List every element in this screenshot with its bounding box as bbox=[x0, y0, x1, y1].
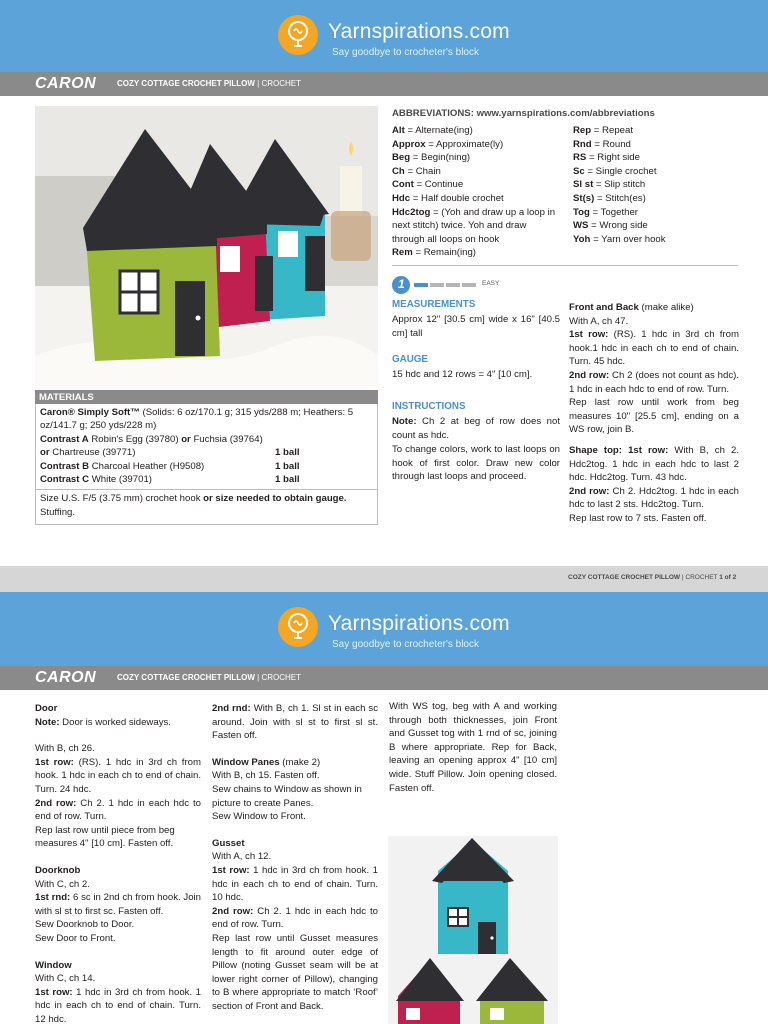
row-text: Ch 2. Hdc2tog. 1 hdc in each hdc to last 2 sts. Hdc2tog. Turn. bbox=[569, 485, 739, 511]
contrast-b-qty: 1 ball bbox=[275, 460, 300, 472]
doorknob-rnd-1 bbox=[35, 891, 201, 918]
abbr-def: = (Yoh and draw up a loop in next stitch) twice. Yoh and draw through all loops on hook bbox=[392, 206, 556, 245]
title-bar bbox=[0, 72, 768, 96]
abbr-term: Alt bbox=[392, 125, 405, 136]
title-bar bbox=[0, 666, 768, 690]
abbr-term: Sl st bbox=[573, 179, 594, 191]
gusset-heading: Gusset bbox=[212, 837, 245, 849]
abbr-item bbox=[392, 246, 560, 260]
abbr-item bbox=[392, 138, 560, 152]
pillow-photo bbox=[35, 106, 378, 388]
front-back-repeat: Rep last row until work from beg measures 10" [25.5 cm], ending on a WS row, join B. bbox=[569, 397, 739, 436]
footer-category: CROCHET bbox=[685, 574, 718, 581]
gusset-row-2 bbox=[212, 905, 378, 932]
contrast-b-label: Contrast B bbox=[40, 460, 90, 472]
yarn-line bbox=[40, 406, 373, 433]
lightbulb-logo-icon[interactable] bbox=[278, 607, 318, 647]
contrast-c-label: Contrast C bbox=[40, 474, 90, 486]
abbr-term: Ch bbox=[392, 165, 405, 177]
row-label: 2nd row: bbox=[569, 369, 610, 381]
row-label: 1st row: bbox=[569, 329, 609, 341]
row-text: 1 hdc in 3rd ch from hook. 1 hdc in each ch to end of chain. Turn. 10 hdc. bbox=[212, 864, 378, 904]
contrast-a-color: Robin's Egg (39780) bbox=[88, 433, 182, 445]
spacer bbox=[212, 824, 378, 837]
abbr-term: Hdc bbox=[392, 192, 411, 204]
abbr-item bbox=[392, 178, 560, 192]
hook-line bbox=[40, 492, 373, 505]
skill-level-indicator bbox=[392, 276, 512, 296]
lightbulb-logo-icon[interactable] bbox=[278, 15, 318, 55]
abbr-item bbox=[392, 192, 560, 206]
panes-note: (make 2) bbox=[279, 756, 321, 768]
pattern-category: CROCHET bbox=[261, 79, 302, 88]
section-divider bbox=[392, 265, 738, 266]
skill-level-icon bbox=[392, 276, 410, 294]
row-label: 2nd row: bbox=[212, 905, 254, 917]
panes-sew: Sew chains to Window as shown in picture to create Panes. bbox=[212, 783, 362, 809]
materials-divider bbox=[36, 489, 377, 490]
contrast-a-alt2: Chartreuse (39771) bbox=[49, 447, 136, 459]
hook-gauge-note: or size needed to obtain gauge. bbox=[203, 493, 347, 505]
note-text: Ch 2 at beg of row does not count as hdc. bbox=[392, 416, 560, 441]
site-banner bbox=[0, 592, 768, 666]
instructions-note bbox=[392, 415, 560, 442]
row-text: Ch 2 (does not count as hdc). 1 hdc in each hdc to end of row. Turn. bbox=[569, 369, 739, 395]
panes-title: Window Panes bbox=[212, 756, 280, 768]
abbr-def: = Chain bbox=[404, 165, 441, 177]
contrast-a-line bbox=[40, 433, 373, 446]
site-tagline: Say goodbye to crocheter's block bbox=[332, 639, 479, 650]
abbreviations-column-1 bbox=[392, 124, 560, 260]
abbr-def: = Slip stitch bbox=[593, 179, 646, 191]
abbr-item bbox=[392, 124, 560, 138]
pattern-category: CROCHET bbox=[261, 673, 302, 682]
abbr-item bbox=[573, 151, 748, 165]
measurements-text: Approx 12" [30.5 cm] wide x 16" [40.5 cm] tall bbox=[392, 314, 560, 339]
pattern-title-text: COZY COTTAGE CROCHET PILLOW bbox=[117, 79, 255, 88]
contrast-b-line bbox=[40, 460, 373, 473]
abbr-def: = Continue bbox=[413, 179, 464, 191]
pattern-title: COZY COTTAGE CROCHET PILLOW | CROCHET bbox=[117, 79, 302, 88]
abbr-item bbox=[392, 151, 560, 165]
doorknob-sew: Sew Doorknob to Door. bbox=[35, 919, 135, 931]
front-back-section bbox=[569, 301, 739, 526]
row-label: 1st row: bbox=[35, 986, 73, 998]
abbr-def: = Stitch(es) bbox=[594, 192, 646, 204]
front-back-row-1 bbox=[569, 328, 739, 369]
window-row-1 bbox=[35, 986, 201, 1024]
front-back-start: With A, ch 47. bbox=[569, 315, 629, 327]
abbr-term: Yoh bbox=[573, 233, 591, 245]
brand-logo: CARON bbox=[35, 75, 97, 92]
materials-heading: MATERIALS bbox=[35, 390, 378, 404]
row-text: With B, ch 2. Hdc2tog. 1 hdc in each hdc to last 2 hdc. Hdc2tog. Turn. 43 hdc. bbox=[569, 444, 739, 484]
stuffing-line: Stuffing. bbox=[40, 506, 76, 518]
doorknob-heading: Doorknob bbox=[35, 864, 81, 876]
door-note bbox=[35, 716, 201, 730]
abbr-term: RS bbox=[573, 152, 587, 164]
abbr-item bbox=[392, 165, 560, 179]
row-text: 1 hdc in 3rd ch from hook. 1 hdc in each ch to end of chain. Turn. 12 hdc. bbox=[35, 986, 201, 1024]
row-text: 6 sc in 2nd ch from hook. Join with sl st to first sc. Fasten off. bbox=[35, 892, 201, 917]
contrast-c-qty: 1 ball bbox=[275, 474, 300, 486]
abbr-item bbox=[392, 206, 560, 247]
abbr-def: = Single crochet bbox=[584, 165, 657, 177]
abbr-def: = Together bbox=[589, 206, 638, 218]
gusset-row-1 bbox=[212, 864, 378, 905]
brand-logo: CARON bbox=[35, 669, 97, 686]
spacer bbox=[35, 729, 201, 742]
contrast-b-color: Charcoal Heather (H9508) bbox=[89, 460, 205, 472]
site-name[interactable]: Yarnspirations.com bbox=[328, 20, 510, 43]
pattern-title-text: COZY COTTAGE CROCHET PILLOW bbox=[117, 673, 255, 682]
skill-level-label: EASY bbox=[482, 280, 500, 287]
window-gusset-column bbox=[212, 702, 378, 1013]
abbr-item bbox=[573, 206, 748, 220]
front-back-title: Front and Back bbox=[569, 302, 639, 313]
skill-bar-4 bbox=[462, 283, 476, 287]
contrast-a-alt: Fuchsia (39764) bbox=[190, 433, 263, 445]
abbr-def: = Alternate(ing) bbox=[404, 125, 473, 136]
abbr-term: St(s) bbox=[573, 192, 595, 204]
materials-box bbox=[35, 404, 378, 525]
abbreviations-title[interactable]: ABBREVIATIONS: www.yarnspirations.com/abbreviations bbox=[392, 108, 655, 119]
pattern-title: COZY COTTAGE CROCHET PILLOW | CROCHET bbox=[117, 673, 302, 682]
skill-bar-1 bbox=[414, 283, 428, 287]
abbreviations-column-2 bbox=[573, 124, 748, 246]
abbr-def: = Half double crochet bbox=[410, 192, 504, 204]
row-label: 2nd rnd: bbox=[212, 703, 251, 714]
finishing-text: With WS tog, beg with A and working through both thicknesses, join Front and Gusset tog with 1 rnd of sc, joining B where appropriate. Rep for Back, leaving an opening approx 4" [10 cm] wide. Stuff Pillow. Join opening closed. Fasten off. bbox=[389, 701, 557, 794]
or-text: or bbox=[181, 433, 191, 445]
row-text: (RS). 1 hdc in 3rd ch from hook. 1 hdc in each ch to end of chain. Turn. 24 hdc. bbox=[35, 756, 201, 795]
contrast-a-qty: 1 ball bbox=[275, 447, 300, 459]
window-rnd-2 bbox=[212, 702, 378, 743]
contrast-a-alt2-line bbox=[40, 446, 373, 459]
row-label: 1st row: bbox=[212, 864, 250, 876]
contrast-a-label: Contrast A bbox=[40, 433, 89, 445]
row-text: With B, ch 1. Sl st in each sc around. Join with sl st to first sl st. Fasten off. bbox=[212, 703, 379, 742]
footer-page: 1 of 2 bbox=[719, 574, 737, 581]
front-back-note: (make alike) bbox=[638, 302, 694, 313]
abbr-def: = Repeat bbox=[591, 125, 633, 136]
window-heading: Window bbox=[35, 959, 72, 971]
abbr-term: Sc bbox=[573, 165, 585, 177]
window-start: With C, ch 14. bbox=[35, 973, 96, 985]
door-column bbox=[35, 702, 201, 1024]
row-label: 1st row: bbox=[35, 756, 74, 768]
gusset-start: With A, ch 12. bbox=[212, 851, 272, 863]
abbr-item bbox=[573, 178, 748, 192]
window-panes-heading bbox=[212, 756, 378, 770]
instructions-heading: INSTRUCTIONS bbox=[392, 401, 466, 412]
abbr-def: = Remain(ing) bbox=[412, 247, 476, 259]
shape-top-row-1 bbox=[569, 444, 739, 485]
yarn-brand: Caron® Simply Soft™ bbox=[40, 407, 140, 418]
window-sew: Sew Window to Front. bbox=[212, 811, 306, 823]
abbr-term: WS bbox=[573, 220, 589, 232]
site-name[interactable]: Yarnspirations.com bbox=[328, 612, 510, 635]
gauge-heading: GAUGE bbox=[392, 354, 428, 365]
contrast-c-line bbox=[40, 473, 373, 486]
shape-top-repeat: Rep last row to 7 sts. Fasten off. bbox=[569, 512, 707, 524]
hook-text: Size U.S. F/5 (3.75 mm) crochet hook bbox=[40, 493, 204, 505]
abbr-item bbox=[573, 165, 748, 179]
note-label: Note: bbox=[392, 416, 417, 427]
abbr-term: Hdc2tog bbox=[392, 206, 431, 218]
door-row-1 bbox=[35, 756, 201, 797]
gusset-repeat: Rep last row until Gusset measures length to fit around outer edge of Pillow (noting Gusset seam will be at lower right corner of Pillow), changing to B where appropriate to match ‘Roof’ section of Front and Back. bbox=[212, 932, 378, 1012]
page-footer: COZY COTTAGE CROCHET PILLOW | CROCHET 1 of 2 bbox=[568, 574, 737, 581]
door-row-2 bbox=[35, 797, 201, 824]
row-text: (RS). 1 hdc in 3rd ch from hook.1 hdc in each ch to end of chain. Turn. 45 hdc. bbox=[569, 329, 739, 368]
abbr-def: = Approximate(ly) bbox=[425, 138, 504, 150]
abbr-term: Approx bbox=[392, 138, 426, 150]
contrast-c-color: White (39701) bbox=[89, 474, 152, 486]
abbr-term: Rnd bbox=[573, 138, 592, 150]
gauge-text: 15 hdc and 12 rows = 4" [10 cm]. bbox=[392, 369, 533, 380]
abbr-term: Beg bbox=[392, 152, 411, 164]
site-tagline: Say goodbye to crocheter's block bbox=[332, 47, 479, 58]
front-back-heading bbox=[569, 301, 739, 315]
spacer bbox=[35, 851, 201, 864]
or-text-2: or bbox=[40, 447, 50, 459]
abbr-item bbox=[573, 219, 748, 233]
spacer bbox=[35, 946, 201, 959]
front-back-row-2 bbox=[569, 369, 739, 396]
skill-bar-2 bbox=[430, 283, 444, 287]
skill-level-number: 1 bbox=[398, 277, 405, 291]
row-label: 2nd row: bbox=[35, 797, 77, 809]
abbr-item bbox=[573, 138, 748, 152]
door-repeat: Rep last row until piece from beg measures 4" [10 cm]. Fasten off. bbox=[35, 824, 175, 850]
abbr-def: = Right side bbox=[586, 152, 640, 164]
spacer bbox=[212, 743, 378, 756]
abbr-def: = Begin(ning) bbox=[410, 152, 471, 164]
skill-bar-3 bbox=[446, 283, 460, 287]
row-text: Ch 2. 1 hdc in each hdc to end of row. Turn. bbox=[35, 797, 201, 823]
doorknob-start: With C, ch 2. bbox=[35, 878, 90, 890]
abbr-item bbox=[573, 233, 748, 247]
abbr-term: Rem bbox=[392, 247, 413, 259]
footer-title: COZY COTTAGE CROCHET PILLOW bbox=[568, 574, 681, 581]
door-heading: Door bbox=[35, 703, 58, 714]
row-text: Ch 2. 1 hdc in each hdc to end of row. Turn. bbox=[212, 905, 378, 931]
panes-start: With B, ch 15. Fasten off. bbox=[212, 770, 320, 782]
abbr-def: = Yarn over hook bbox=[590, 233, 666, 245]
change-colors-text: To change colors, work to last loops on hook of first color. Draw new color through last loops and proceed. bbox=[392, 444, 560, 483]
abbr-term: Rep bbox=[573, 125, 592, 136]
measurements-heading: MEASUREMENTS bbox=[392, 299, 476, 310]
shape-top-row-2 bbox=[569, 485, 739, 512]
abbr-term: Cont bbox=[392, 179, 414, 191]
door-sew: Sew Door to Front. bbox=[35, 932, 116, 944]
abbr-item bbox=[573, 192, 748, 206]
site-banner bbox=[0, 0, 768, 72]
door-start: With B, ch 26. bbox=[35, 743, 95, 755]
abbr-def: = Wrong side bbox=[588, 220, 648, 232]
row-label: Shape top: 1st row: bbox=[569, 444, 669, 456]
pillows-photo bbox=[388, 836, 558, 1024]
note-label: Note: bbox=[35, 716, 60, 728]
yarn-details: (Solids: 6 oz/170.1 g; 315 yds/288 m; Heathers: 5 oz/141.7 g; 250 yds/228 m) bbox=[40, 407, 354, 432]
row-label: 2nd row: bbox=[569, 485, 610, 497]
row-label: 1st rnd: bbox=[35, 892, 71, 904]
spacer bbox=[569, 437, 739, 444]
note-text: Door is worked sideways. bbox=[59, 716, 171, 728]
abbr-item bbox=[573, 124, 748, 138]
abbr-def: = Round bbox=[591, 138, 631, 150]
abbr-term: Tog bbox=[573, 206, 590, 218]
